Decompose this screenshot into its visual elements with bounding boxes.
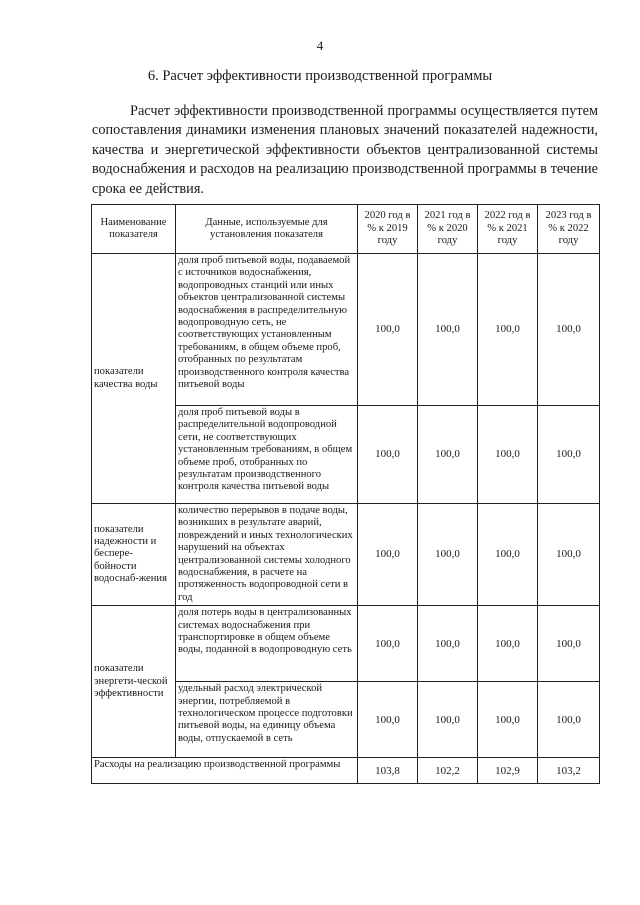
header-name: Наименование показателя — [92, 205, 176, 254]
value-2021: 100,0 — [418, 504, 478, 606]
indicator-data: количество перерывов в подаче воды, возникших в результате аварий, повреждений и иных технологических нарушений на объектах централизованной системы холодного водоснабжения, в расчете на протяженность водопроводной сети в год — [176, 504, 358, 606]
value-2022: 100,0 — [478, 406, 538, 504]
value-2020: 100,0 — [358, 606, 418, 682]
value-2022: 100,0 — [478, 254, 538, 406]
indicator-data: удельный расход электрической энергии, потребляемой в технологическом процессе подготовки питьевой воды, на единицу объема воды, отпускаемой в сеть — [176, 682, 358, 758]
value-2022: 100,0 — [478, 606, 538, 682]
value-2021: 100,0 — [418, 254, 478, 406]
expenses-label: Расходы на реализацию производственной программы — [92, 758, 358, 784]
value-2022: 100,0 — [478, 682, 538, 758]
value-2023: 100,0 — [538, 406, 600, 504]
group-reliability: показатели надежности и беспере-бойности водоснаб-жения — [92, 504, 176, 606]
header-2020: 2020 год в % к 2019 году — [358, 205, 418, 254]
indicator-data: доля проб питьевой воды в распределительной водопроводной сети, не соответствующих установленным требованиям, в общем объеме проб, отобранных по результатам производственного контроля качества питьевой воды — [176, 406, 358, 504]
intro-paragraph: Расчет эффективности производственной программы осуществляется путем сопоставления динамики изменения плановых значений показателей надежности, качества и энергетической эффективности объектов централизованной системы водоснабжения и расходов на реализацию производственной программы в течение срока ее действия. — [92, 103, 598, 197]
header-2022: 2022 год в % к 2021 году — [478, 205, 538, 254]
value-2021: 100,0 — [418, 406, 478, 504]
efficiency-table — [91, 204, 600, 784]
value-2023: 100,0 — [538, 254, 600, 406]
table-header-row — [92, 205, 600, 254]
section-heading: 6. Расчет эффективности производственной программы — [147, 68, 493, 84]
value-2023: 100,0 — [538, 682, 600, 758]
value-2020: 100,0 — [358, 682, 418, 758]
value-2021: 100,0 — [418, 682, 478, 758]
indicator-data: доля потерь воды в централизованных системах водоснабжения при транспортировке в общем объеме воды, поданной в водопроводную сеть — [176, 606, 358, 682]
group-energy: показатели энергети-ческой эффективности — [92, 606, 176, 758]
value-2021: 102,2 — [418, 758, 478, 784]
page-number: 4 — [316, 38, 324, 53]
table-row — [92, 606, 600, 682]
value-2022: 102,9 — [478, 758, 538, 784]
header-data: Данные, используемые для установления показателя — [176, 205, 358, 254]
value-2020: 100,0 — [358, 406, 418, 504]
value-2023: 100,0 — [538, 504, 600, 606]
value-2023: 103,2 — [538, 758, 600, 784]
value-2023: 100,0 — [538, 606, 600, 682]
value-2021: 100,0 — [418, 606, 478, 682]
group-quality: показатели качества воды — [92, 254, 176, 504]
value-2020: 103,8 — [358, 758, 418, 784]
value-2022: 100,0 — [478, 504, 538, 606]
table-row — [92, 504, 600, 606]
header-2023: 2023 год в % к 2022 году — [538, 205, 600, 254]
value-2020: 100,0 — [358, 254, 418, 406]
table-footer-row — [92, 758, 600, 784]
header-2021: 2021 год в % к 2020 году — [418, 205, 478, 254]
value-2020: 100,0 — [358, 504, 418, 606]
indicator-data: доля проб питьевой воды, подаваемой с источников водоснабжения, водопроводных станций или иных объектов централизованной системы водоснабжения в распределительную водопроводную сеть, не соответствующих установленным требованиям, в общем объеме проб, отобранных по результатам производственного контроля качества питьевой воды — [176, 254, 358, 406]
table-row — [92, 254, 600, 406]
